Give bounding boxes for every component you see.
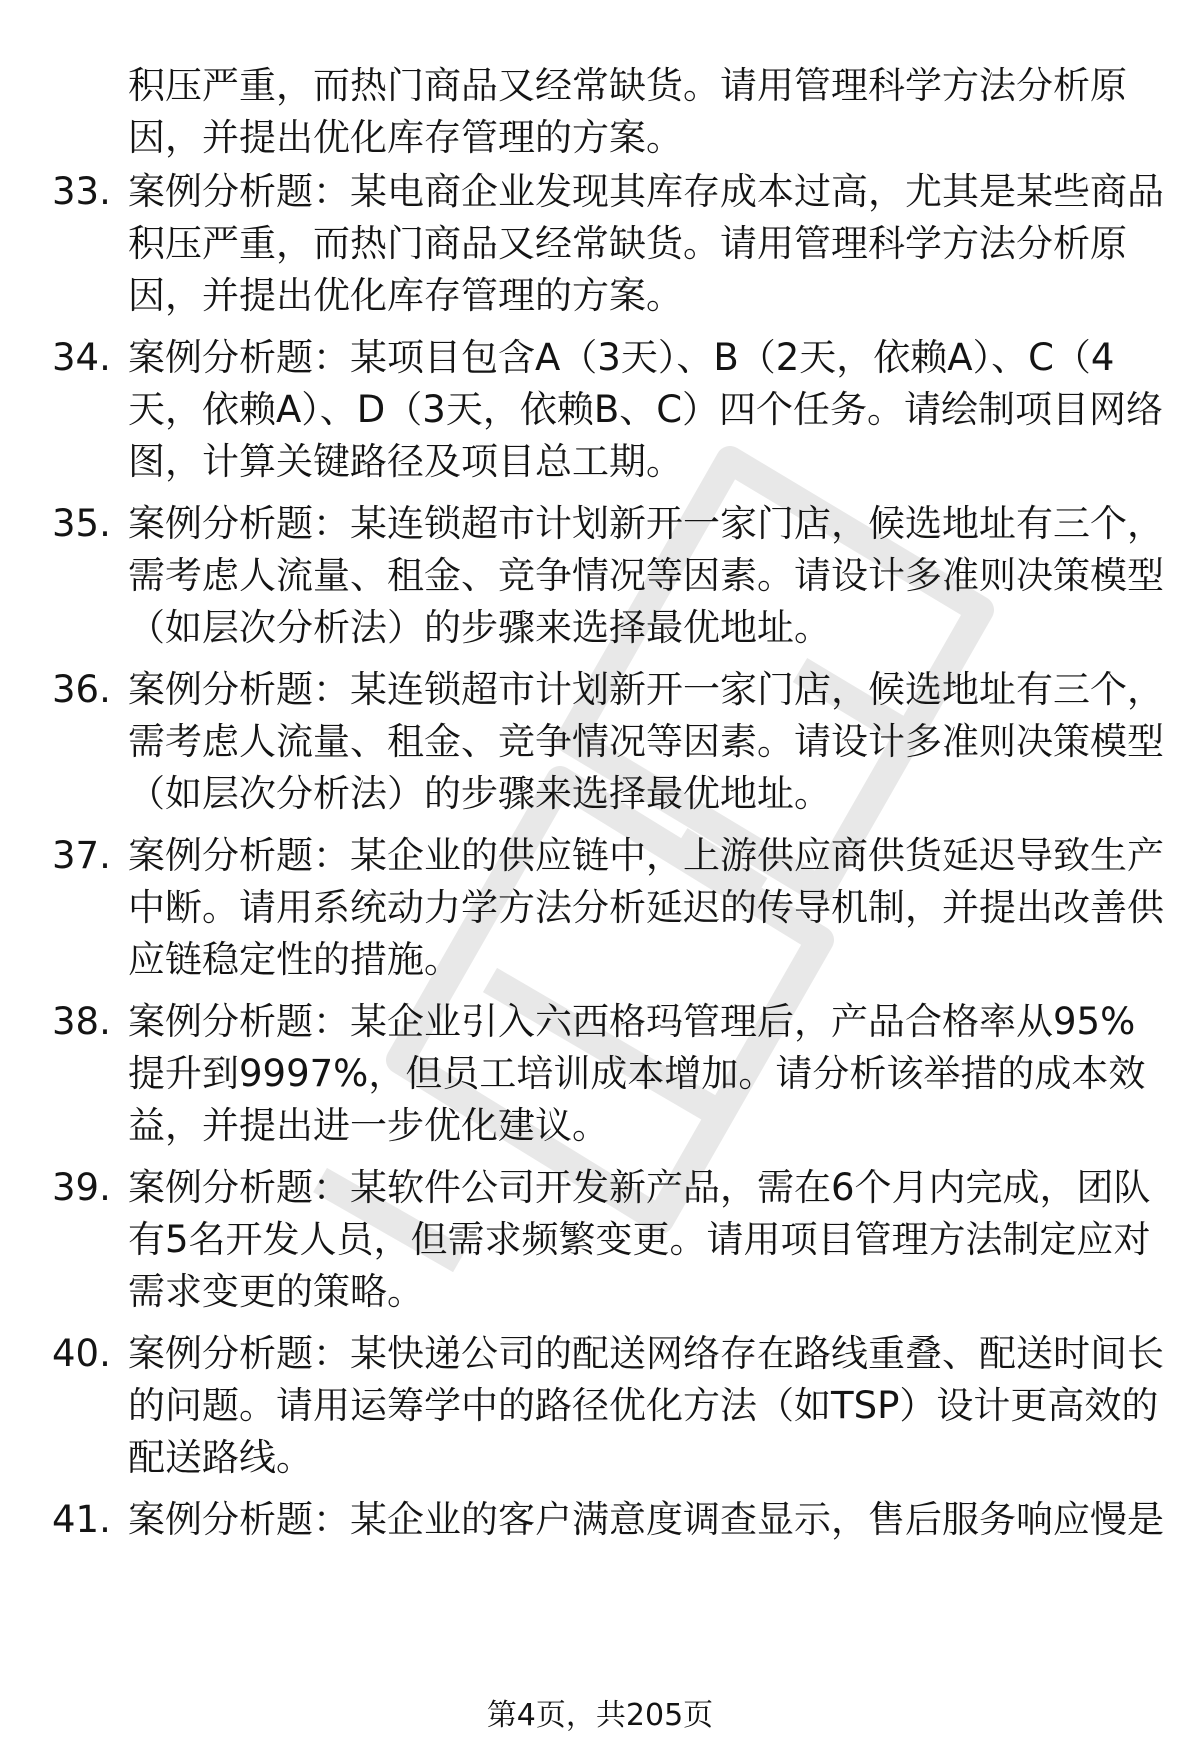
question-number: 40. <box>52 1332 111 1375</box>
question-text: 案例分析题：某项目包含A（3天）、B（2天，依赖A）、C（4天，依赖A）、D（3天，依赖B、C）四个任务。请绘制项目网络图，计算关键路径及项目总工期。 <box>128 336 1164 483</box>
question-number: 38. <box>52 1000 111 1043</box>
page-footer: 第4页，共205页 <box>486 1698 714 1733</box>
question-number: 35. <box>52 502 111 545</box>
question-text: 案例分析题：某连锁超市计划新开一家门店，候选地址有三个，需考虑人流量、租金、竞争情况等因素。请设计多准则决策模型（如层次分析法）的步骤来选择最优地址。 <box>128 668 1164 815</box>
question-number: 39. <box>52 1166 111 1209</box>
question-text: 案例分析题：某连锁超市计划新开一家门店，候选地址有三个，需考虑人流量、租金、竞争情况等因素。请设计多准则决策模型（如层次分析法）的步骤来选择最优地址。 <box>128 502 1164 649</box>
question-text: 案例分析题：某软件公司开发新产品，需在6个月内完成，团队有5名开发人员，但需求频繁变更。请用项目管理方法制定应对需求变更的策略。 <box>128 1166 1151 1313</box>
continued-question-text: 积压严重，而热门商品又经常缺货。请用管理科学方法分析原因，并提出优化库存管理的方案。 <box>128 64 1127 159</box>
question-number: 41. <box>52 1498 111 1541</box>
question-number: 37. <box>52 834 111 877</box>
question-number: 33. <box>52 170 111 213</box>
question-text: 案例分析题：某快递公司的配送网络存在路线重叠、配送时间长的问题。请用运筹学中的路径优化方法（如TSP）设计更高效的配送路线。 <box>128 1332 1164 1479</box>
question-number: 36. <box>52 668 111 711</box>
question-number: 34. <box>52 336 111 379</box>
question-text: 案例分析题：某电商企业发现其库存成本过高，尤其是某些商品积压严重，而热门商品又经常缺货。请用管理科学方法分析原因，并提出优化库存管理的方案。 <box>128 170 1164 317</box>
question-text: 案例分析题：某企业的供应链中，上游供应商供货延迟导致生产中断。请用系统动力学方法分析延迟的传导机制，并提出改善供应链稳定性的措施。 <box>128 834 1164 981</box>
question-text: 案例分析题：某企业引入六西格玛管理后，产品合格率从95%提升到9997%，但员工培训成本增加。请分析该举措的成本效益，并提出进一步优化建议。 <box>128 1000 1146 1147</box>
question-text: 案例分析题：某企业的客户满意度调查显示，售后服务响应慢是 <box>128 1498 1164 1541</box>
